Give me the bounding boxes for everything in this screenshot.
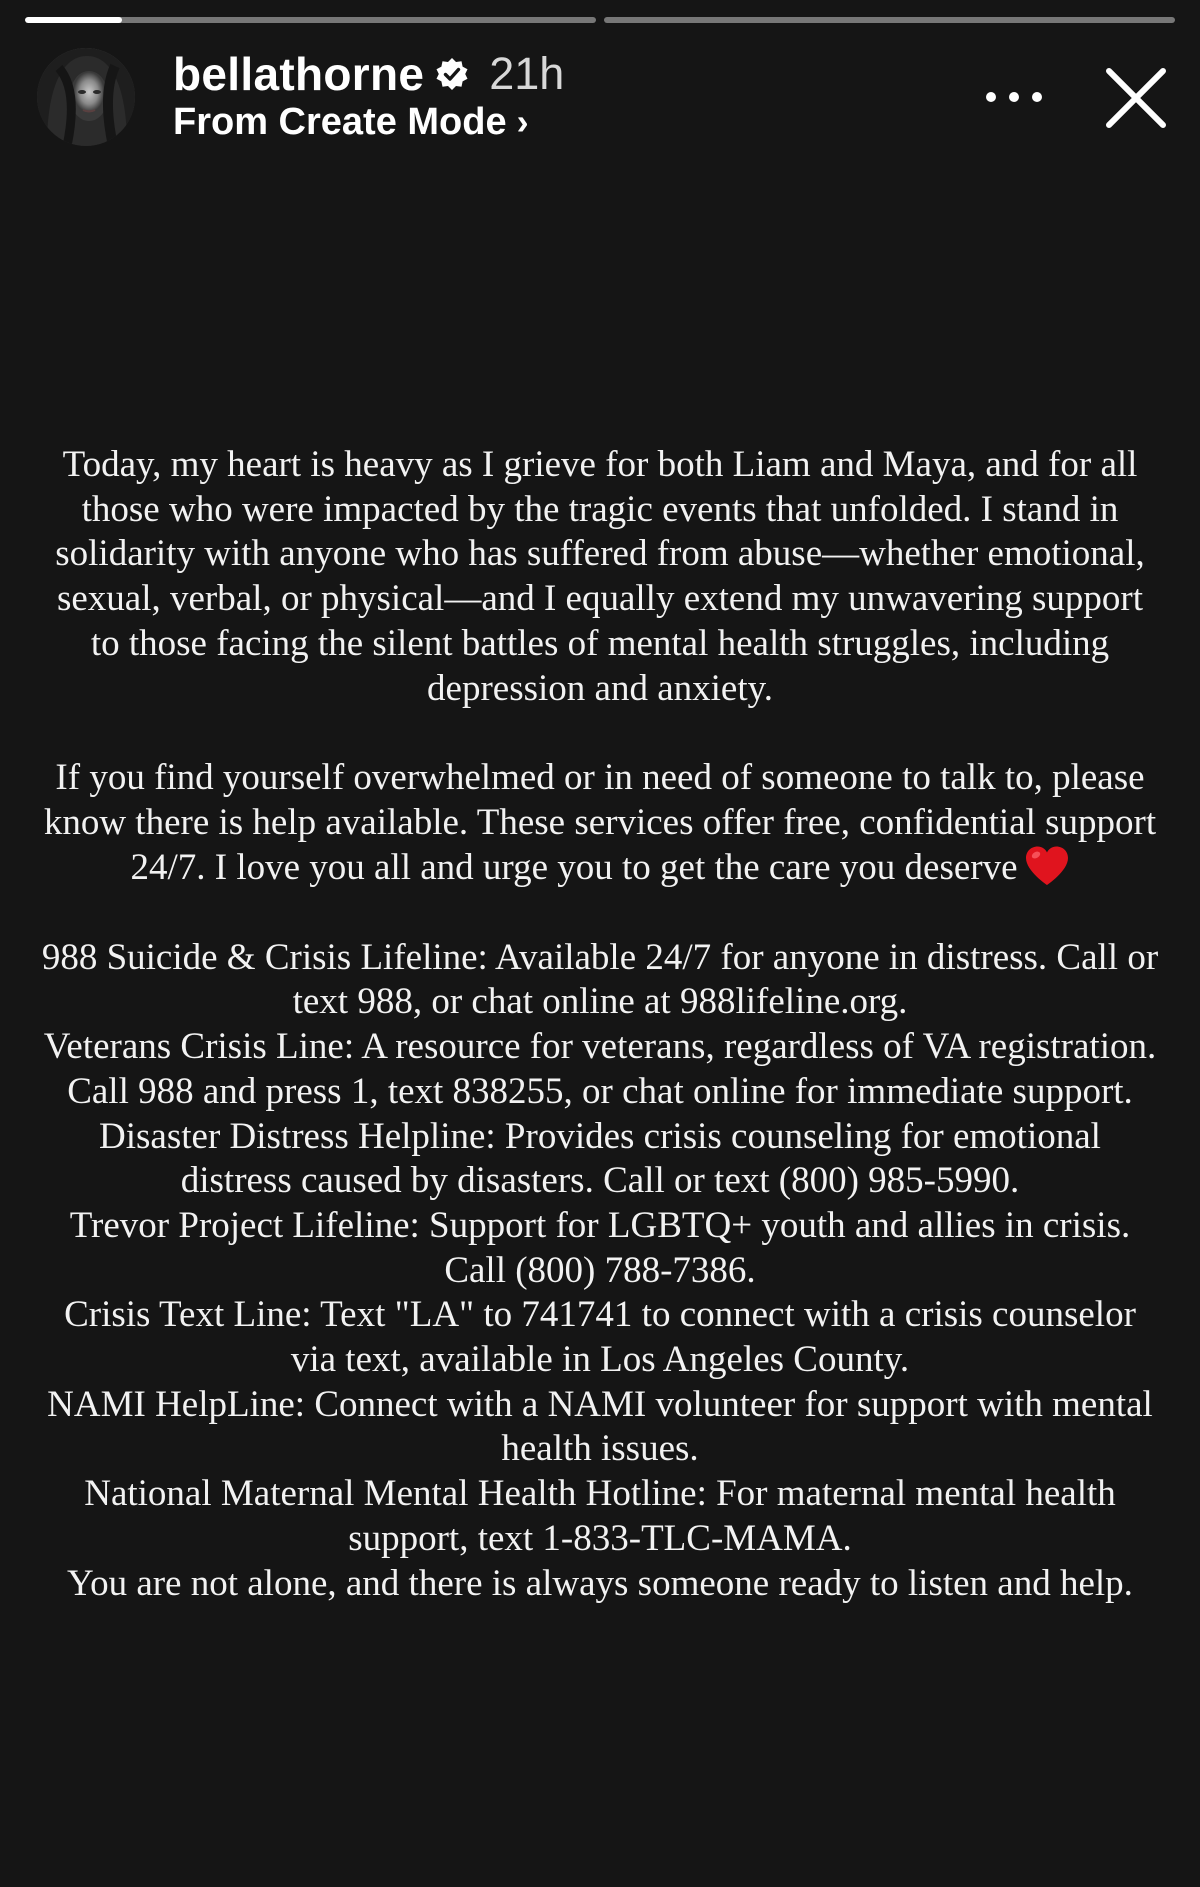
resource-veterans-crisis-line: Veterans Crisis Line: A resource for veterans, regardless of VA registration. Call 988 and press 1, text 838255, or chat online for immediate support. bbox=[43, 1026, 1157, 1112]
create-mode-link[interactable] bbox=[173, 96, 529, 148]
resource-nami-helpline: NAMI HelpLine: Connect with a NAMI volunteer for support with mental health issues. bbox=[47, 1383, 1153, 1470]
create-mode-label: From Create Mode bbox=[173, 100, 507, 143]
more-options-icon bbox=[986, 92, 996, 102]
profile-avatar[interactable] bbox=[37, 48, 135, 146]
resource-crisis-text-line: Crisis Text Line: Text "LA" to 741741 to connect with a crisis counselor via text, available in Los Angeles County. bbox=[64, 1294, 1136, 1381]
resource-disaster-distress-helpline: Disaster Distress Helpline: Provides crisis counseling for emotional distress caused by disasters. Call or text (800) 985-5990. bbox=[99, 1115, 1101, 1202]
closing-message: You are not alone, and there is always someone ready to listen and help. bbox=[67, 1562, 1133, 1604]
more-options-icon-dot bbox=[1009, 92, 1019, 102]
progress-segment-2 bbox=[604, 17, 1175, 23]
paragraph-help-text: If you find yourself overwhelmed or in need of someone to talk to, please know there is help available. These services offer free, confidential support 24/7. I love you all and urge you to get the care you deserve bbox=[43, 756, 1157, 889]
resource-988-lifeline: 988 Suicide & Crisis Lifeline: Available 24/7 for anyone in distress. Call or text 988, or chat online at 988lifeline.org. bbox=[41, 936, 1159, 1023]
header-user-row bbox=[173, 46, 564, 102]
spacer bbox=[40, 711, 1160, 756]
close-button[interactable] bbox=[1104, 66, 1168, 130]
more-options-icon-dot bbox=[1032, 92, 1042, 102]
resource-trevor-project: Trevor Project Lifeline: Support for LGBTQ+ youth and allies in crisis. Call (800) 788-7386. bbox=[69, 1204, 1131, 1291]
story-text bbox=[40, 443, 1160, 1606]
chevron-right-icon: › bbox=[516, 101, 529, 142]
progress-segment-1-fill bbox=[25, 17, 122, 23]
story-progress-bar bbox=[25, 17, 1175, 23]
verified-badge-icon bbox=[435, 57, 469, 91]
spacer bbox=[40, 891, 1160, 936]
close-icon bbox=[1104, 66, 1168, 130]
resource-maternal-hotline: National Maternal Mental Health Hotline: For maternal mental health support, text 1-833-TLC-MAMA. bbox=[84, 1473, 1116, 1559]
avatar-image bbox=[37, 48, 135, 146]
paragraph-intro: Today, my heart is heavy as I grieve for both Liam and Maya, and for all those who were impacted by the tragic events that unfolded. I stand in solidarity with anyone who has suffered from abuse—whether emotional, sexual, verbal, or physical—and I equally extend my unwavering support to those facing the silent battles of mental health struggles, including depression and anxiety. bbox=[55, 444, 1145, 709]
progress-segment-1 bbox=[25, 17, 596, 23]
post-time: 21h bbox=[489, 48, 565, 99]
heart-icon bbox=[1024, 845, 1070, 887]
more-options-button[interactable] bbox=[986, 76, 1042, 118]
username[interactable]: bellathorne bbox=[173, 48, 425, 100]
paragraph-help bbox=[40, 756, 1160, 891]
